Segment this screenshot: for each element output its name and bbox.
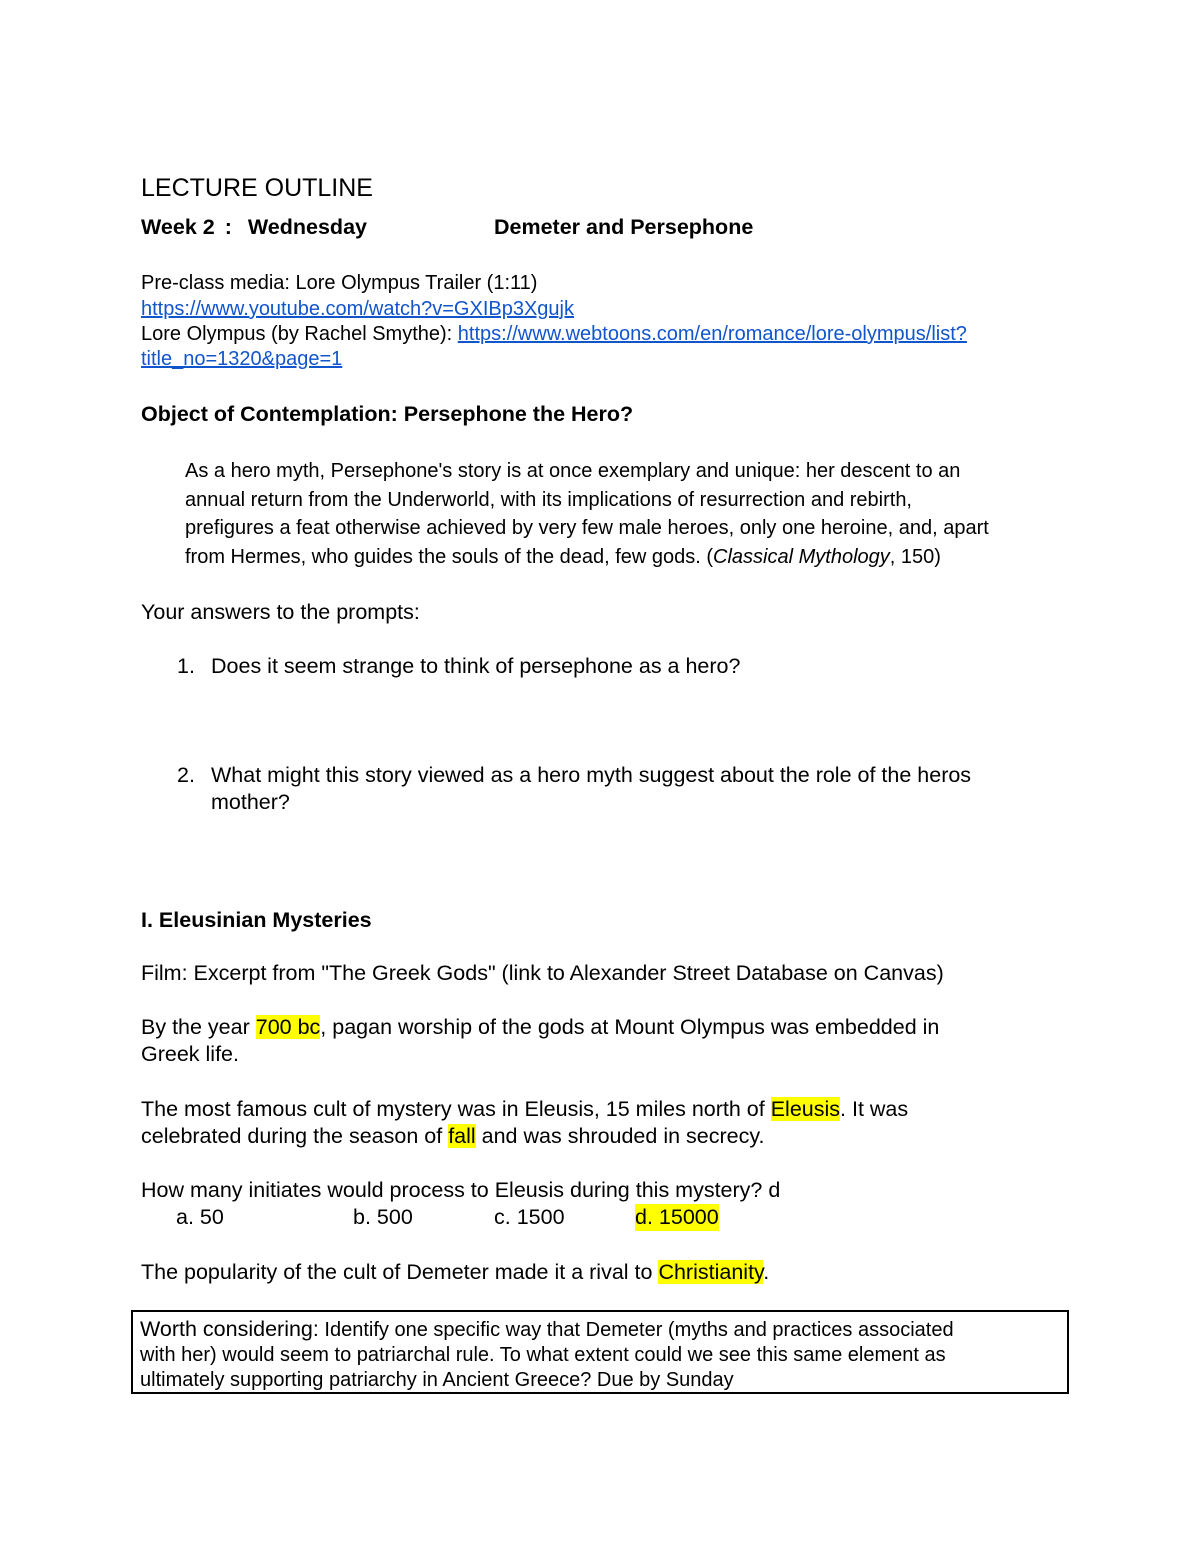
webtoon-link-cont-line bbox=[141, 346, 342, 372]
option-a: a. 50 bbox=[176, 1205, 224, 1229]
paragraph-cont: Greek life. bbox=[141, 1042, 239, 1066]
option-c: c. 1500 bbox=[494, 1205, 565, 1229]
youtube-link-line bbox=[141, 296, 574, 322]
webtoon-link[interactable]: https://www.webtoons.com/en/romance/lore-olympus/list? bbox=[457, 323, 967, 345]
webtoon-link-cont[interactable]: title_no=1320&page=1 bbox=[141, 348, 343, 370]
lore-olympus-line: Lore Olympus (by Rachel Smythe): https://www.webtoons.com/en/romance/lore-olympus/list? bbox=[141, 323, 967, 345]
prompt-2: What might this story viewed as a hero myth suggest about the role of the heros bbox=[211, 763, 972, 787]
lecture-topic: Demeter and Persephone bbox=[494, 215, 754, 239]
worth-line-3: ultimately supporting patriarchy in Ancient Greece? Due by Sunday bbox=[140, 1369, 734, 1391]
paragraph: By the year 700 bc, pagan worship of the gods at Mount Olympus was embedded in bbox=[141, 1015, 940, 1039]
quote-line: annual return from the Underworld, with its implications of resurrection and rebirth, bbox=[185, 488, 912, 511]
film-note: Film: Excerpt from "The Greek Gods" (link to Alexander Street Database on Canvas) bbox=[141, 961, 944, 985]
worth-line-1: Worth considering: Identify one specific way that Demeter (myths and practices associated bbox=[140, 1317, 954, 1341]
prompt-number: 2. bbox=[177, 763, 195, 787]
quote-line: As a hero myth, Persephone's story is at once exemplary and unique: her descent to an bbox=[185, 460, 961, 482]
week-label: Week 2 : Wednesday bbox=[141, 215, 367, 239]
book-title: Classical Mythology bbox=[713, 545, 890, 568]
quote-line: from Hermes, who guides the souls of the dead, few gods. (Classical Mythology, 150) bbox=[185, 545, 941, 568]
worth-line-2: with her) would seem to patriarchal rule. To what extent could we see this same element as bbox=[140, 1344, 946, 1366]
preclass-media: Pre-class media: Lore Olympus Trailer (1:11) bbox=[141, 272, 538, 294]
prompt-number: 1. bbox=[177, 654, 195, 678]
option-b: b. 500 bbox=[353, 1205, 413, 1229]
option-d-highlighted: d. 15000 bbox=[635, 1205, 719, 1229]
highlight: fall bbox=[448, 1124, 476, 1148]
highlight: Eleusis bbox=[770, 1097, 841, 1121]
contemplation-heading: Object of Contemplation: Persephone the Hero? bbox=[141, 402, 634, 426]
question: How many initiates would process to Eleusis during this mystery? d bbox=[141, 1178, 781, 1202]
paragraph: The most famous cult of mystery was in Eleusis, 15 miles north of Eleusis. It was bbox=[141, 1097, 909, 1121]
page-title: LECTURE OUTLINE bbox=[141, 174, 373, 202]
youtube-link[interactable]: https://www.youtube.com/watch?v=GXIBp3Xgujk bbox=[141, 298, 574, 320]
highlight: Christianity bbox=[658, 1260, 764, 1284]
quote-line: prefigures a feat otherwise achieved by very few male heroes, only one heroine, and, apart bbox=[185, 517, 989, 539]
quote-block bbox=[185, 457, 989, 571]
prompts-intro: Your answers to the prompts: bbox=[141, 600, 420, 624]
section-heading: I. Eleusinian Mysteries bbox=[141, 908, 372, 932]
highlight: 700 bc bbox=[255, 1015, 321, 1039]
paragraph: The popularity of the cult of Demeter made it a rival to Christianity. bbox=[141, 1260, 770, 1284]
prompt-1: Does it seem strange to think of persephone as a hero? bbox=[211, 654, 741, 678]
paragraph-cont: celebrated during the season of fall and was shrouded in secrecy. bbox=[141, 1124, 765, 1148]
prompt-2-cont: mother? bbox=[211, 790, 290, 814]
